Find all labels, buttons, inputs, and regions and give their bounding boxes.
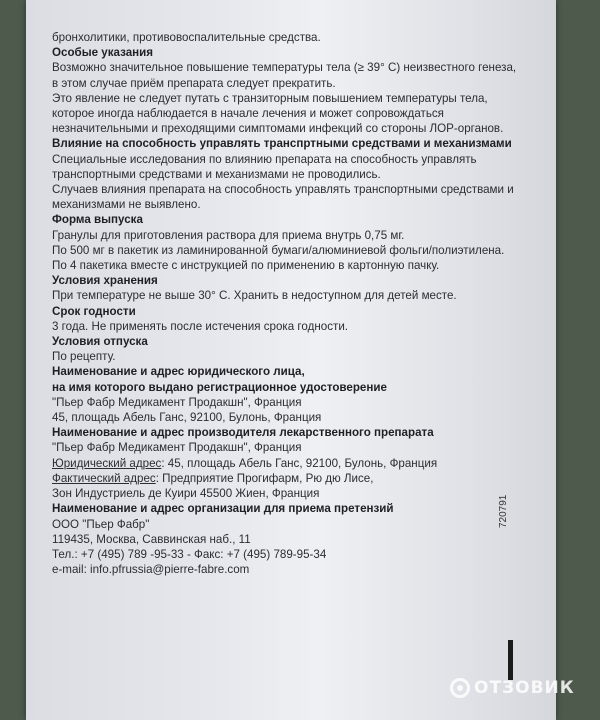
paragraph (52, 456, 522, 471)
section-heading: Условия отпуска (52, 335, 148, 349)
legal-address-label: Юридический адрес (52, 456, 162, 470)
paragraph: По 500 мг в пакетик из ламинированной бумаги/алюминиевой фольги/полиэтилена. (52, 243, 505, 257)
print-code: 720791 (498, 494, 509, 528)
leaflet-text (52, 30, 522, 577)
paragraph: Случаев влияния препарата на способность управлять транспортными средствами и механизмами не выявлено. (52, 183, 514, 212)
paragraph: При температуре не выше 30° С. Хранить в недоступном для детей месте. (52, 289, 457, 303)
section-heading: Форма выпуска (52, 213, 143, 227)
paragraph: "Пьер Фабр Медикамент Продакшн", Франция (52, 395, 302, 409)
watermark-text: ОТЗОВИК (474, 678, 575, 698)
paragraph: ООО "Пьер Фабр" (52, 517, 150, 531)
paragraph (52, 471, 522, 486)
text-line: бронхолитики, противовоспалительные средства. (52, 31, 321, 44)
otzovik-logo-icon (450, 678, 470, 698)
section-heading: Наименование и адрес организации для приема претензий (52, 502, 394, 516)
paragraph: Это явление не следует путать с транзиторным повышением температуры тела, которое иногда наблюдается в начале лечения и может сопровождаться незначительными и преходящими симптомами инфекций со стороны ЛОР-органов. (52, 91, 504, 136)
actual-address-label: Фактический адрес (52, 471, 156, 485)
paragraph: По 4 пакетика вместе с инструкцией по применению в картонную пачку. (52, 259, 440, 273)
paragraph: 3 года. Не применять после истечения срока годности. (52, 319, 349, 333)
paragraph: Гранулы для приготовления раствора для приема внутрь 0,75 мг. (52, 228, 405, 242)
section-heading: Влияние на способность управлять транспртными средствами и механизмами (52, 137, 512, 151)
paragraph: "Пьер Фабр Медикамент Продакшн", Франция (52, 441, 302, 455)
section-heading: Условия хранения (52, 274, 158, 288)
section-heading: Особые указания (52, 46, 154, 60)
section-heading: Срок годности (52, 304, 136, 318)
print-mark (508, 640, 513, 680)
paragraph: По рецепту. (52, 350, 116, 364)
paragraph: Специальные исследования по влиянию препарата на способность управлять транспортными средствами и механизмами не проводились. (52, 152, 477, 181)
paragraph: e-mail: info.pfrussia@pierre-fabre.com (52, 563, 250, 577)
section-heading: Наименование и адрес юридического лица, (52, 365, 305, 379)
paragraph: Возможно значительное повышение температуры тела (≥ 39° С) неизвестного генеза, в этом случае приём препарата следует прекратить. (52, 61, 517, 90)
watermark (450, 678, 575, 698)
section-heading: Наименование и адрес производителя лекарственного препарата (52, 426, 434, 440)
paragraph: 119435, Москва, Саввинская наб., 11 (52, 532, 251, 546)
section-heading: на имя которого выдано регистрационное удостоверение (52, 380, 387, 394)
paragraph: Тел.: +7 (495) 789 -95-33 - Факс: +7 (495) 789-95-34 (52, 547, 327, 561)
paragraph: 45, площадь Абель Ганс, 92100, Булонь, Франция (52, 411, 322, 425)
legal-address: : 45, площадь Абель Ганс, 92100, Булонь, Франция (161, 456, 438, 470)
actual-address: : Предприятие Прогифарм, Рю дю Лисе, (155, 471, 374, 485)
paragraph: Зон Индустриель де Куири 45500 Жиен, Франция (52, 487, 320, 501)
